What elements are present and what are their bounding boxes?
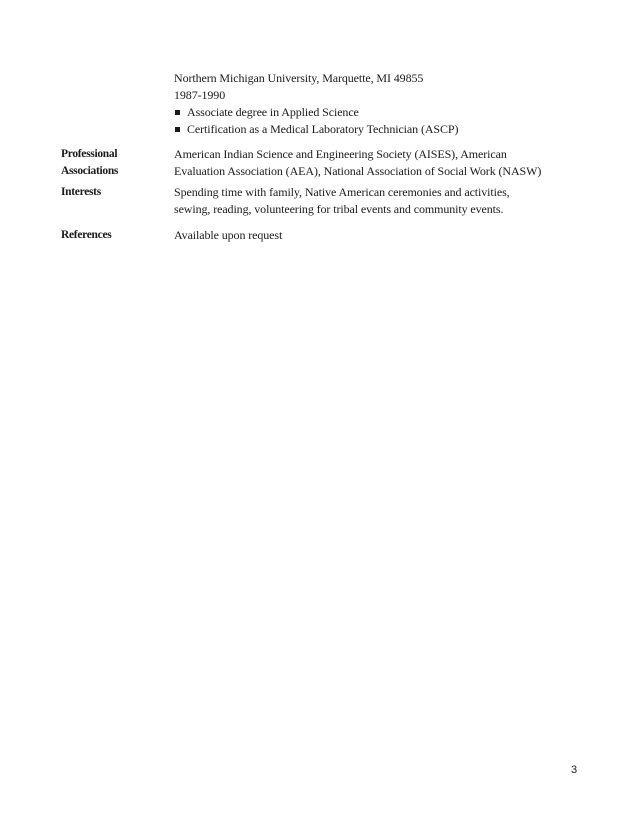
institution-line: Northern Michigan University, Marquette, MI 49855 xyxy=(174,71,424,85)
professional-associations-heading xyxy=(61,146,118,180)
education-bullet-list xyxy=(174,104,458,138)
interests-text xyxy=(174,184,554,218)
education-entry xyxy=(174,70,458,138)
page-number: 3 xyxy=(571,764,578,776)
heading-line: Associations xyxy=(61,165,119,177)
text-line: Spending time with family, Native American ceremonies and activities, xyxy=(174,185,510,199)
professional-associations-text xyxy=(174,146,554,180)
list-item xyxy=(174,121,458,138)
bullet-text: Certification as a Medical Laboratory Technician (ASCP) xyxy=(187,122,459,136)
references-text: Available upon request xyxy=(174,228,283,242)
references-heading: References xyxy=(61,229,112,241)
square-bullet-icon xyxy=(175,127,180,132)
list-item xyxy=(174,104,458,121)
bullet-text: Associate degree in Applied Science xyxy=(187,105,359,119)
heading-line: Professional xyxy=(61,148,118,160)
text-line: sewing, reading, volunteering for tribal events and community events. xyxy=(174,202,504,216)
text-line: Evaluation Association (AEA), National Association of Social Work (NASW) xyxy=(174,164,542,178)
interests-heading: Interests xyxy=(61,186,101,198)
education-years: 1987-1990 xyxy=(174,88,226,102)
text-line: American Indian Science and Engineering Society (AISES), American xyxy=(174,147,507,161)
square-bullet-icon xyxy=(175,110,180,115)
